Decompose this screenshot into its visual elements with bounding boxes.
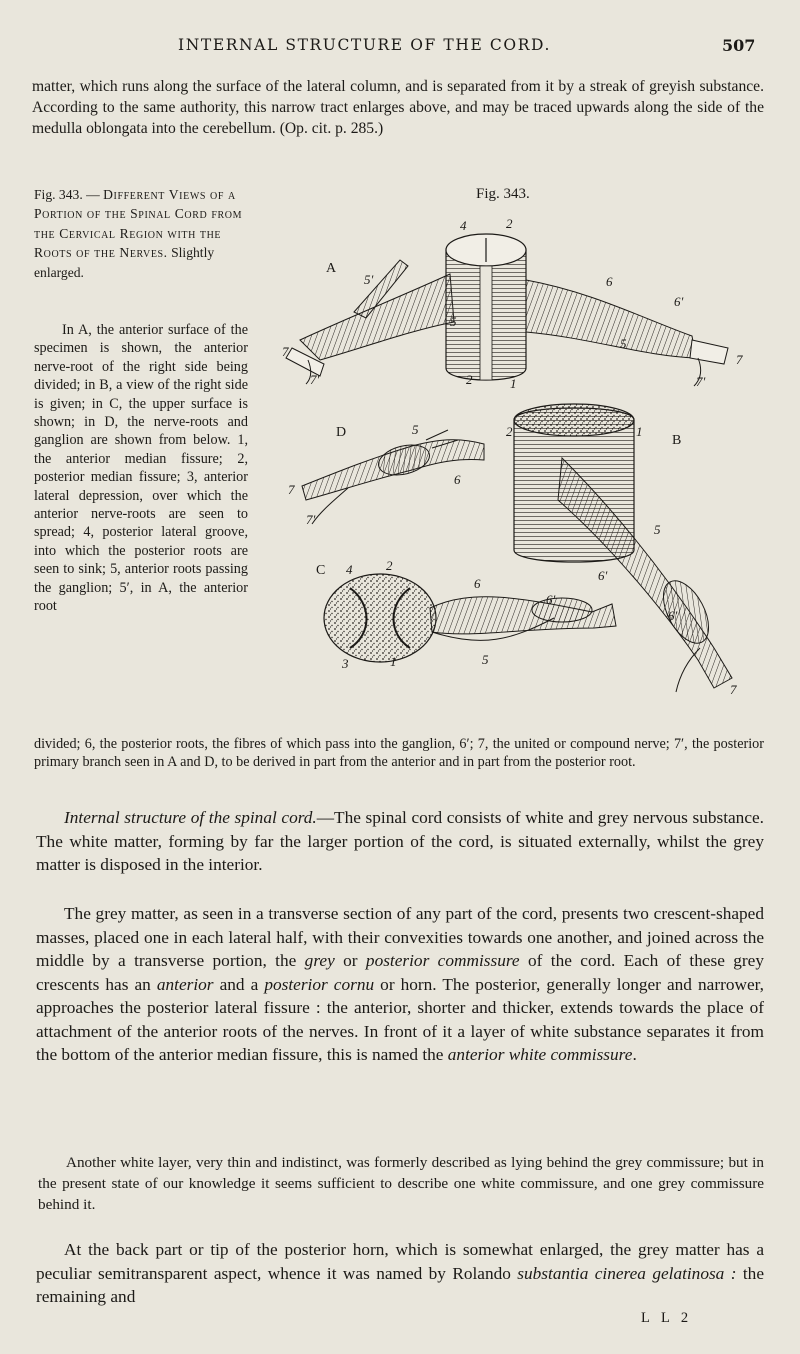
view-d-letter: D bbox=[336, 425, 347, 440]
label-7-a-right: 7 bbox=[736, 352, 743, 367]
figure-caption-body: In A, the anterior surface of the specimen is shown, the anterior nerve-root of the right side being divided; in B, a view of the right side is given; in C, the upper surface is shown; in D, the nerve-roots and ganglion are shown from below. 1, the anterior median fissure; 2, posterior median fissure; 3, anterior lateral depression, over which the anterior nerve-roots are seen to spread; 4, posterior lateral groove, into which the posterior roots are seen to sink; 5, anterior roots passing the ganglion; 5′, in A, the anterior root bbox=[34, 322, 248, 615]
label-1-b: 1 bbox=[636, 424, 643, 439]
caption-title-text: Different Views of a Portion of the Spinal Cord from the Cervical Region with the Roots of the Nerves. bbox=[34, 187, 243, 261]
label-6-a: 6 bbox=[606, 274, 613, 289]
label-4-a: 4 bbox=[460, 218, 467, 233]
label-6-c: 6 bbox=[474, 576, 481, 591]
label-5-a-left: 5 bbox=[450, 314, 457, 329]
label-6p-b-upper: 6′ bbox=[598, 568, 608, 583]
paragraph-text: —The spinal cord consists of white and grey nervous substance. The white matter, forming by far the larger portion of the cord, is situated externally, whilst the grey matter is disposed in the interior. bbox=[36, 808, 764, 874]
label-2-c: 2 bbox=[386, 558, 393, 573]
paragraph-heading: Internal structure of the spinal cord. bbox=[64, 808, 317, 827]
label-5-d: 5 bbox=[412, 422, 419, 437]
figure-label: Fig. 343. bbox=[476, 186, 530, 202]
label-2-a: 2 bbox=[506, 216, 513, 231]
caption-number: Fig. 343. — bbox=[34, 187, 100, 202]
label-7p-d: 7′ bbox=[306, 512, 316, 527]
label-3-c: 3 bbox=[342, 656, 349, 671]
label-7-d: 7 bbox=[288, 482, 295, 497]
term-posterior-cornu: posterior cornu bbox=[264, 974, 375, 994]
label-7-b: 7 bbox=[730, 682, 737, 697]
text-run: or horn. The posterior, generally longer and narrower, approaches the posterior lateral fissure : the anterior, shorter and thicker, extends towards the place of attachment of the anterior roots of the nerves. In front of it a layer of white substance separates it from the bottom of the anterior median fissure, this is named the bbox=[36, 974, 765, 1064]
label-1-c: 1 bbox=[390, 654, 397, 669]
text-run: the remaining and bbox=[36, 1263, 764, 1306]
intro-paragraph: matter, which runs along the surface of the lateral column, and is separated from it by a streak of greyish substance. According to the same authority, this narrow tract enlarges above, and may be traced upwards along the side of the medulla oblongata into the cerebellum. (Op. cit. p. 285.) bbox=[32, 78, 764, 138]
term-anterior: anterior bbox=[156, 974, 214, 994]
running-head bbox=[0, 36, 800, 60]
term-posterior-commissure: posterior commissure bbox=[365, 951, 520, 970]
view-b-drawing bbox=[514, 404, 732, 692]
label-4-c: 4 bbox=[346, 562, 353, 577]
term-anterior-white-commissure: anterior white commissure bbox=[447, 1045, 633, 1064]
text-run: . bbox=[632, 1045, 637, 1064]
term-grey: grey bbox=[304, 951, 335, 970]
view-b-letter: B bbox=[672, 433, 682, 448]
text-run: or bbox=[334, 951, 366, 970]
text-run: and a bbox=[213, 974, 265, 994]
text-run: of the cord. Each of these grey crescents has an bbox=[36, 951, 764, 994]
label-6p-c: 6′ bbox=[546, 592, 556, 607]
label-5-b: 5 bbox=[654, 522, 661, 537]
spinal-cord-illustration bbox=[262, 208, 762, 708]
view-c-drawing bbox=[324, 574, 616, 662]
paragraph-white-layer: Another white layer, very thin and indistinct, was formerly described as lying behind the grey commissure; but in the present state of our knowledge it seems sufficient to describe one white commissure, and one grey commissure behind it. bbox=[38, 1154, 764, 1213]
label-7p-a-left: 7′ bbox=[310, 372, 320, 387]
running-title: INTERNAL STRUCTURE OF THE CORD. bbox=[178, 36, 551, 54]
paragraph-posterior-horn bbox=[36, 1238, 764, 1309]
text-run: At the back part or tip of the posterior horn, which is somewhat enlarged, the grey matter has a peculiar semitransparent aspect, whence it was named by Rolando bbox=[36, 1240, 764, 1283]
view-c-letter: C bbox=[316, 563, 326, 578]
label-2-b: 2 bbox=[506, 424, 513, 439]
label-6-d: 6 bbox=[454, 472, 461, 487]
label-7-a-left: 7 bbox=[282, 344, 289, 359]
figure-caption-tail: divided; 6, the posterior roots, the fibres of which pass into the ganglion, 6′; 7, the united or compound nerve; 7′, the posterior primary branch seen in A and D, to be derived in part from the anterior and in part from the posterior root. bbox=[34, 736, 764, 771]
label-5p-a: 5′ bbox=[364, 272, 374, 287]
label-6p-b-lower: 6′ bbox=[668, 608, 678, 623]
term-substantia-gelatinosa: substantia cinerea gelatinosa : bbox=[517, 1263, 737, 1283]
label-6p-a: 6′ bbox=[674, 294, 684, 309]
label-1-a: 1 bbox=[510, 376, 517, 391]
page-number: 507 bbox=[722, 36, 756, 55]
caption-note: Slightly enlarged. bbox=[34, 245, 215, 280]
label-7p-a-right: 7′ bbox=[696, 374, 706, 389]
paragraph-grey-matter bbox=[36, 902, 764, 1067]
label-3-a: 2 bbox=[466, 372, 473, 387]
label-5-a-right: 5 bbox=[620, 336, 627, 351]
label-5-c: 5 bbox=[482, 652, 489, 667]
text-run: The grey matter, as seen in a transverse section of any part of the cord, presents two crescent-shaped masses, placed one in each lateral half, with their convexities towards one another, and joined across the middle by a transverse portion, the bbox=[36, 904, 764, 970]
view-a-drawing bbox=[286, 234, 728, 386]
view-a-letter: A bbox=[326, 261, 337, 276]
paragraph-internal-structure bbox=[36, 806, 764, 877]
figure-caption-title bbox=[34, 185, 247, 282]
signature-mark: L L 2 bbox=[641, 1310, 693, 1326]
